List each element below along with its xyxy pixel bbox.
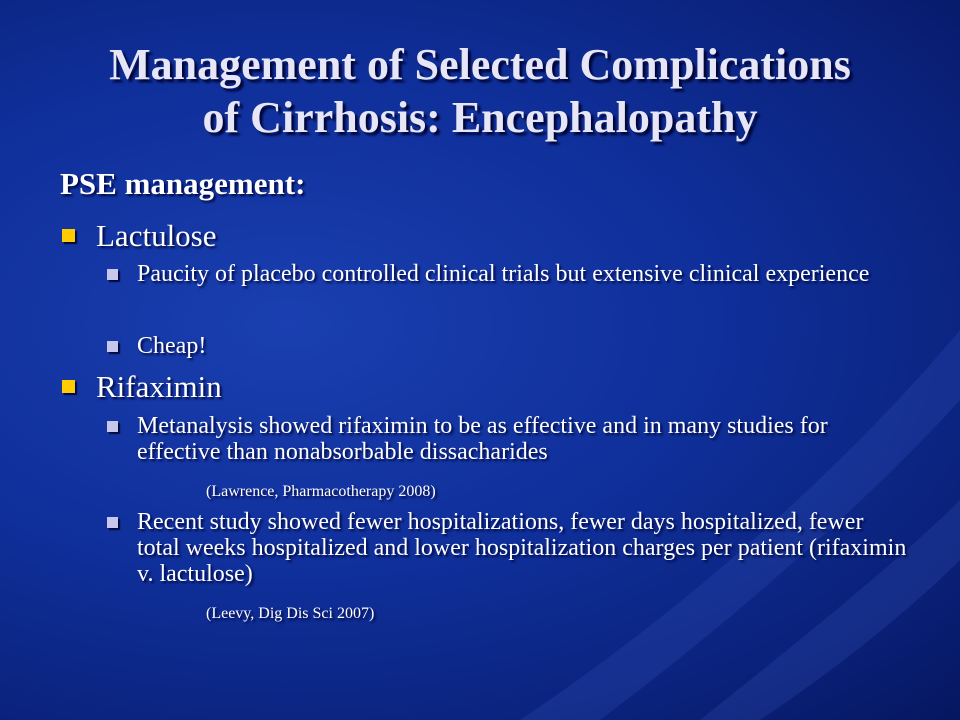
slide-title xyxy=(20,38,940,144)
title-line-2: of Cirrhosis: Encephalopathy xyxy=(202,93,758,142)
bullet-square-icon xyxy=(107,517,118,528)
bullet-square-icon xyxy=(62,229,75,242)
sub-bullet-lactulose-cheap: Cheap! xyxy=(137,333,207,359)
sub-bullet-rifaximin-recent-study: Recent study showed fewer hospitalizations, fewer days hospitalized, fewer total weeks hospitalized and lower hospitalization charges per patient (rifaximin v. lactulose) xyxy=(137,509,907,587)
sub-bullet-lactulose-trials: Paucity of placebo controlled clinical trials but extensive clinical experience xyxy=(137,261,870,287)
section-heading: PSE management: xyxy=(60,166,306,201)
bullet-rifaximin: Rifaximin xyxy=(96,369,222,404)
bullet-square-icon xyxy=(62,380,75,393)
title-line-1: Management of Selected Complications xyxy=(109,40,851,89)
bullet-lactulose: Lactulose xyxy=(96,218,217,253)
citation-leevy: (Leevy, Dig Dis Sci 2007) xyxy=(206,605,375,622)
sub-bullet-rifaximin-metanalysis: Metanalysis showed rifaximin to be as effective and in many studies for effective than nonabsorbable dissacharides xyxy=(137,413,828,465)
citation-lawrence: (Lawrence, Pharmacotherapy 2008) xyxy=(206,483,436,500)
bullet-square-icon xyxy=(107,269,118,280)
bullet-square-icon xyxy=(107,421,118,432)
bullet-square-icon xyxy=(107,341,118,352)
